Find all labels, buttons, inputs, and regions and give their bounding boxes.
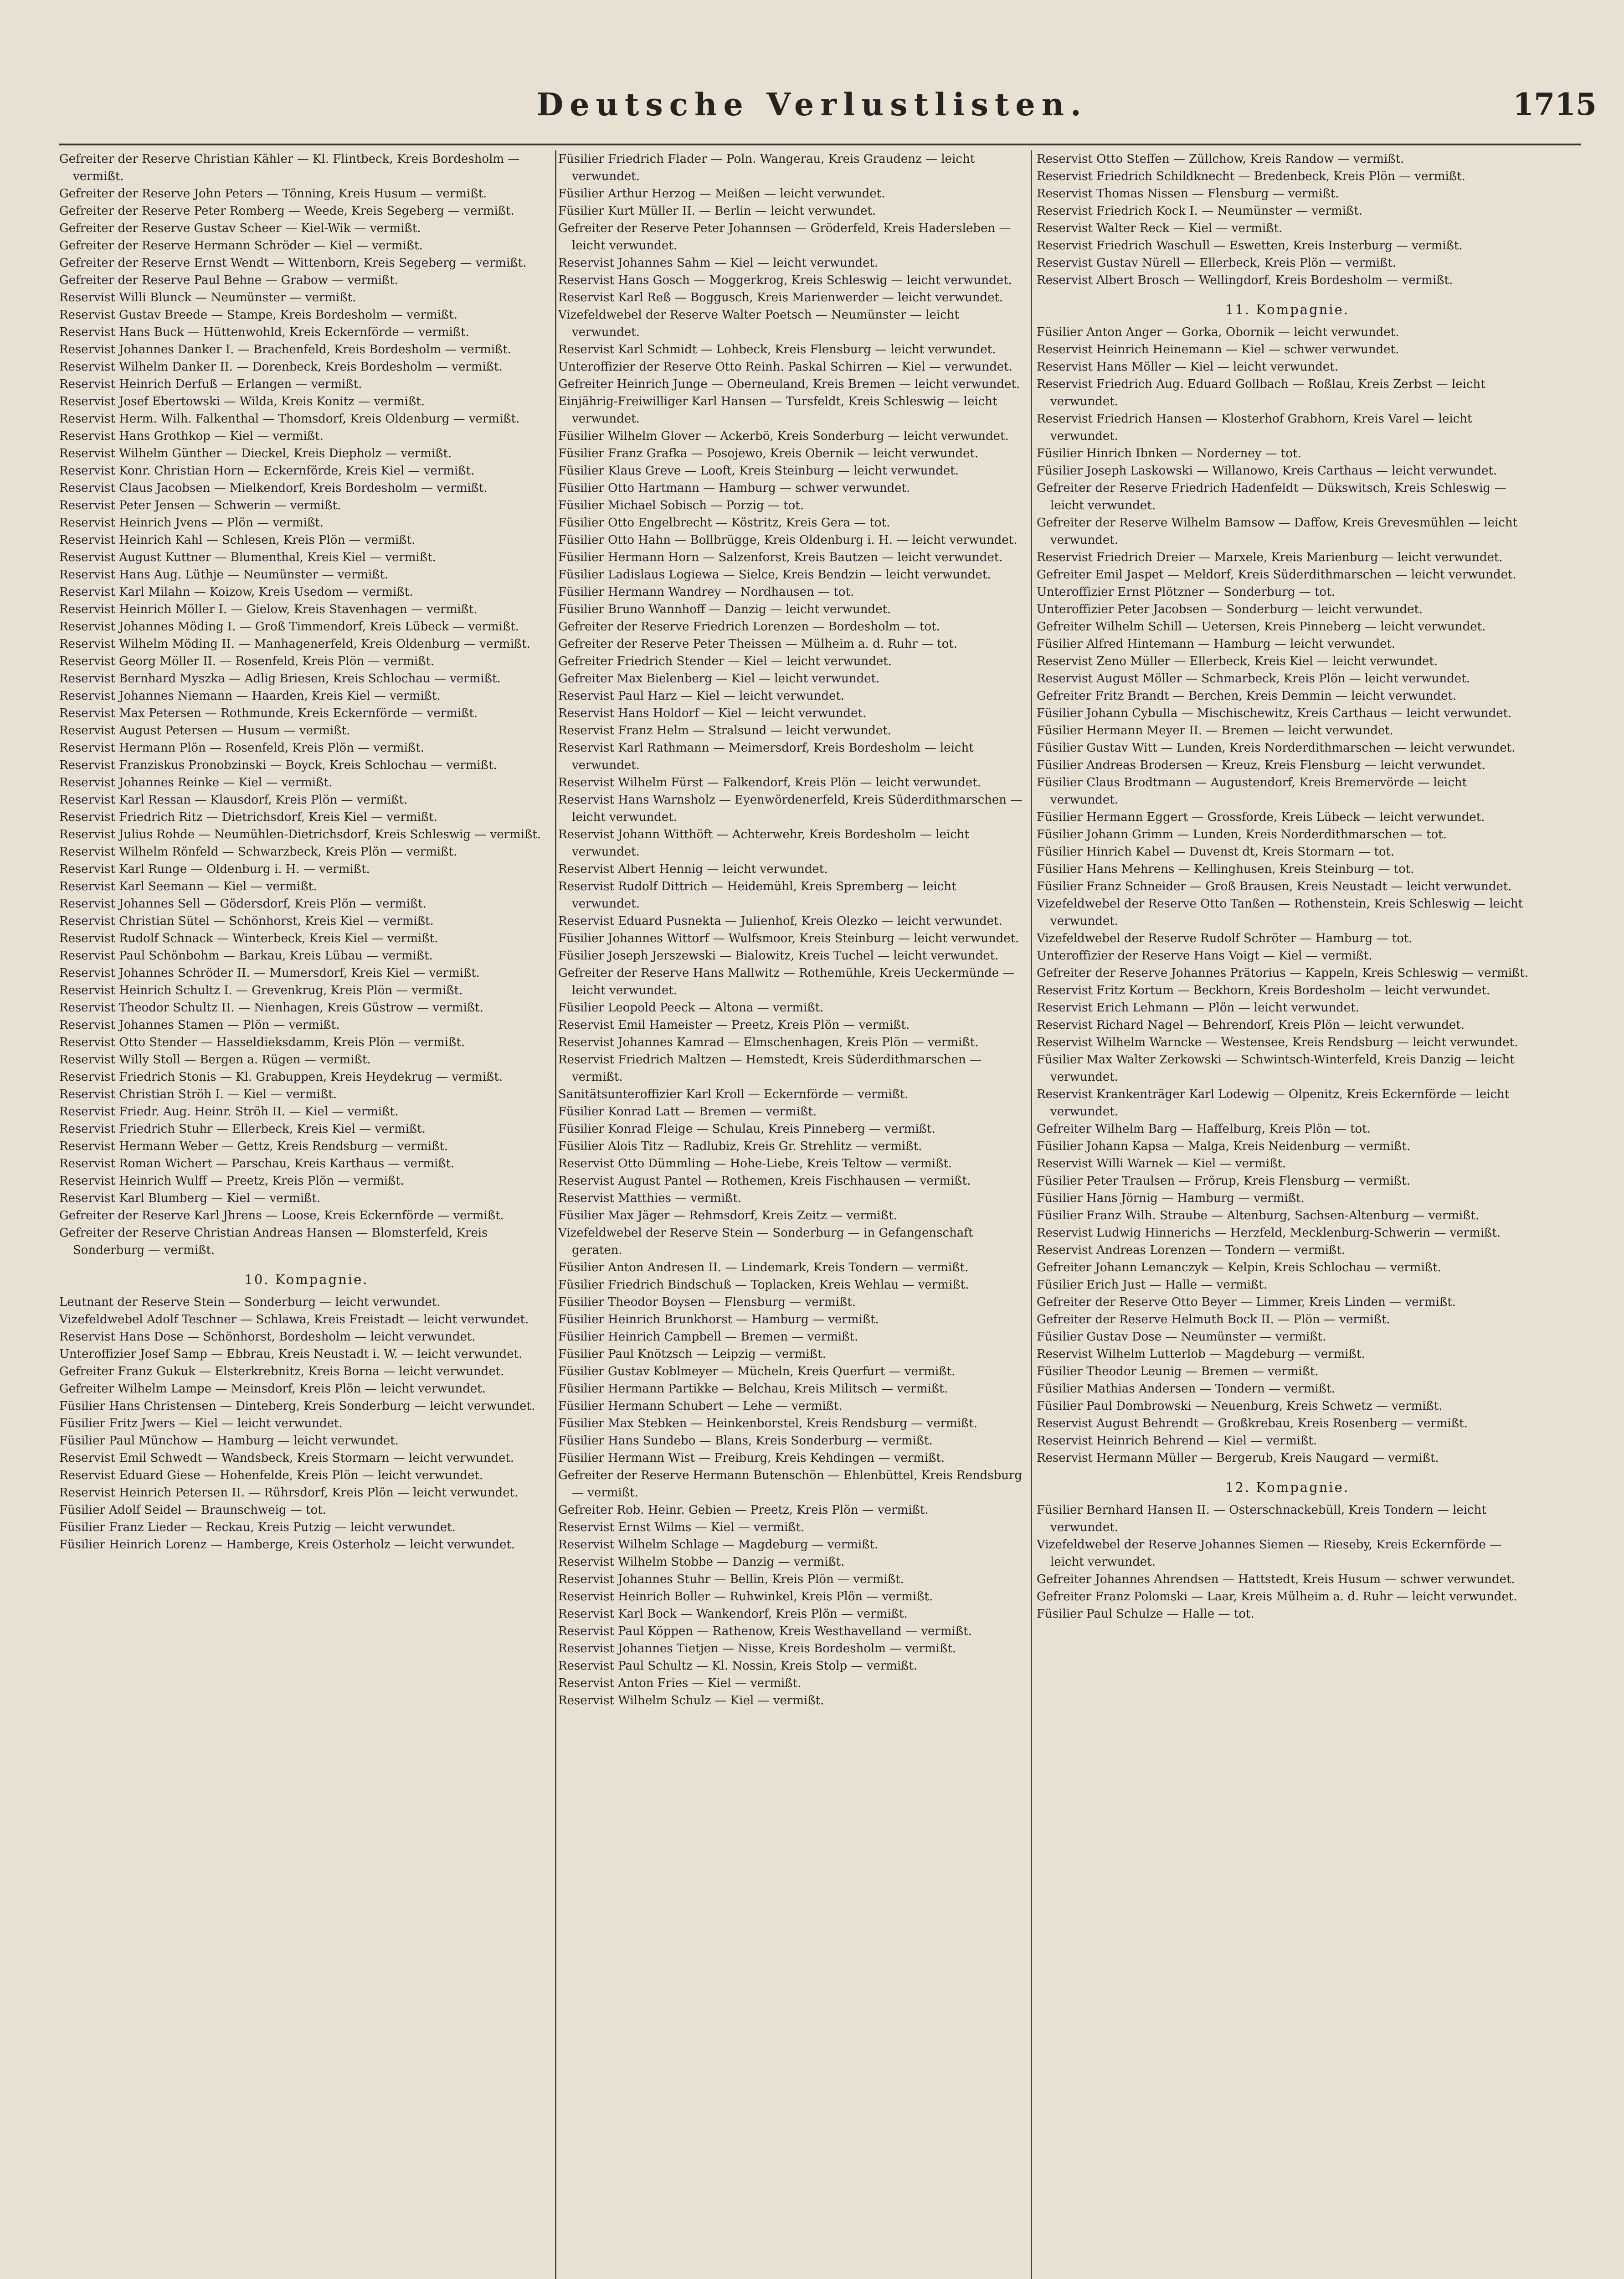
column-divider (1031, 150, 1032, 2279)
casualty-entry: Reservist Gustav Breede — Stampe, Kreis Bordesholm — vermißt. (59, 308, 457, 322)
casualty-entry: Reservist Herm. Wilh. Falkenthal — Thomsdorf, Kreis Oldenburg — vermißt. (59, 412, 520, 426)
casualty-entry: Reservist Otto Steffen — Züllchow, Kreis Randow — vermißt. (1037, 152, 1404, 166)
casualty-entry: Reservist Johannes Niemann — Haarden, Kreis Kiel — vermißt. (59, 689, 441, 703)
casualty-entry: Gefreiter Wilhelm Lampe — Meinsdorf, Kreis Plön — leicht verwundet. (59, 1382, 486, 1396)
casualty-entry: Reservist Friedrich Aug. Eduard Gollbach — Roßlau, Kreis Zerbst — leicht verwundet. (1037, 377, 1485, 408)
casualty-entry: Füsilier Hermann Wist — Freiburg, Kreis Kehdingen — vermißt. (558, 1451, 945, 1465)
casualty-entry: Reservist Paul Schönbohm — Barkau, Kreis Lübau — vermißt. (59, 949, 433, 963)
casualty-entry: Unteroffizier der Reserve Hans Voigt — Kiel — vermißt. (1037, 949, 1372, 963)
casualty-entry: Gefreiter Franz Gukuk — Elsterkrebnitz, Kreis Borna — leicht verwundet. (59, 1365, 504, 1378)
casualty-entry: Reservist Christian Sütel — Schönhorst, Kreis Kiel — vermißt. (59, 914, 434, 928)
casualty-entry: Reservist Wilhelm Fürst — Falkendorf, Kreis Plön — leicht verwundet. (558, 776, 981, 789)
casualty-entry: Gefreiter Fritz Brandt — Berchen, Kreis Demmin — leicht verwundet. (1037, 689, 1457, 703)
section-heading: 10. Kompagnie. (244, 1272, 369, 1287)
casualty-entry: Reservist Wilhelm Schulz — Kiel — vermißt. (558, 1694, 824, 1707)
casualty-entry: Reservist Thomas Nissen — Flensburg — vermißt. (1037, 187, 1339, 201)
casualty-entry: Gefreiter der Reserve Johannes Prätorius — Kappeln, Kreis Schleswig — vermißt. (1037, 966, 1529, 980)
casualty-entry: Reservist Georg Möller II. — Rosenfeld, Kreis Plön — vermißt. (59, 655, 435, 668)
casualty-entry: Gefreiter der Reserve Friedrich Hadenfeldt — Dükswitsch, Kreis Schleswig — leicht verwundet. (1037, 481, 1506, 512)
casualty-entry: Füsilier Alfred Hintemann — Hamburg — leicht verwundet. (1037, 637, 1396, 651)
casualty-entry: Reservist Roman Wichert — Parschau, Kreis Karthaus — vermißt. (59, 1157, 455, 1170)
casualty-entry: Reservist Peter Jensen — Schwerin — vermißt. (59, 499, 341, 512)
casualty-entry: Füsilier Paul Münchow — Hamburg — leicht verwundet. (59, 1434, 399, 1448)
casualty-entry: Unteroffizier Josef Samp — Ebbrau, Kreis Neustadt i. W. — leicht verwundet. (59, 1347, 523, 1361)
casualty-entry: Reservist Willi Warnek — Kiel — vermißt. (1037, 1157, 1286, 1170)
casualty-entry: Reservist Friedrich Stuhr — Ellerbeck, Kreis Kiel — vermißt. (59, 1122, 426, 1136)
casualty-entry: Füsilier Claus Brodtmann — Augustendorf, Kreis Bremervörde — leicht verwundet. (1037, 776, 1467, 807)
casualty-entry: Füsilier Hermann Wandrey — Nordhausen — tot. (558, 585, 854, 599)
casualty-entry: Füsilier Hinrich Ibnken — Norderney — tot. (1037, 447, 1301, 460)
casualty-entry: Füsilier Mathias Andersen — Tondern — vermißt. (1037, 1382, 1335, 1396)
casualty-entry: Reservist Heinrich Jvens — Plön — vermißt. (59, 516, 324, 530)
casualty-entry: Reservist Friedrich Hansen — Klosterhof Grabhorn, Kreis Varel — leicht verwundet. (1037, 412, 1472, 443)
casualty-entry: Reservist Wilhelm Schlage — Magdeburg — vermißt. (558, 1538, 879, 1552)
casualty-entry: Füsilier Andreas Brodersen — Kreuz, Kreis Flensburg — leicht verwundet. (1037, 758, 1486, 772)
casualty-entry: Vizefeldwebel der Reserve Johannes Siemen — Rieseby, Kreis Eckernförde — leicht verwundet. (1037, 1538, 1502, 1569)
casualty-entry: Reservist Friedrich Ritz — Dietrichsdorf, Kreis Kiel — vermißt. (59, 810, 437, 824)
casualty-entry: Reservist Heinrich Wulff — Preetz, Kreis Plön — vermißt. (59, 1174, 405, 1188)
casualty-entry: Reservist Heinrich Schultz I. — Grevenkrug, Kreis Plön — vermißt. (59, 984, 463, 997)
casualty-entry: Reservist Andreas Lorenzen — Tondern — vermißt. (1037, 1243, 1346, 1257)
casualty-entry: Reservist Hans Grothkop — Kiel — vermißt. (59, 429, 324, 443)
casualty-entry: Gefreiter der Reserve Peter Romberg — Weede, Kreis Segeberg — vermißt. (59, 204, 514, 218)
casualty-entry: Füsilier Hermann Partikke — Belchau, Kreis Militsch — vermißt. (558, 1382, 948, 1396)
casualty-entry: Reservist Heinrich Boller — Ruhwinkel, Kreis Plön — vermißt. (558, 1590, 933, 1604)
casualty-entry: Reservist Ernst Wilms — Kiel — vermißt. (558, 1521, 805, 1534)
casualty-entry: Füsilier Max Stebken — Heinkenborstel, Kreis Rendsburg — vermißt. (558, 1417, 978, 1430)
casualty-entry: Reservist Friedrich Maltzen — Hemstedt, Kreis Süderdithmarschen — vermißt. (558, 1053, 982, 1084)
casualty-entry: Gefreiter der Reserve John Peters — Tönning, Kreis Husum — vermißt. (59, 187, 487, 201)
section-heading: 12. Kompagnie. (1225, 1480, 1349, 1495)
casualty-entry: Füsilier Peter Traulsen — Frörup, Kreis Flensburg — vermißt. (1037, 1174, 1410, 1188)
casualty-entry: Reservist Franziskus Pronobzinski — Boyck, Kreis Schlochau — vermißt. (59, 758, 497, 772)
casualty-entry: Füsilier Michael Sobisch — Porzig — tot. (558, 499, 804, 512)
casualty-entry: Reservist Hans Aug. Lüthje — Neumünster — vermißt. (59, 568, 389, 582)
casualty-entry: Füsilier Johann Grimm — Lunden, Kreis Norderdithmarschen — tot. (1037, 828, 1447, 841)
casualty-entry: Reservist Johannes Kamrad — Elmschenhagen, Kreis Plön — vermißt. (558, 1036, 979, 1049)
casualty-entry: Unteroffizier der Reserve Otto Reinh. Paskal Schirren — Kiel — verwundet. (558, 360, 1012, 374)
casualty-entry: Füsilier Wilhelm Glover — Ackerbö, Kreis Sonderburg — leicht verwundet. (558, 429, 1009, 443)
casualty-entry: Gefreiter der Reserve Helmuth Bock II. — Plön — vermißt. (1037, 1313, 1390, 1326)
casualty-entry: Füsilier Bernhard Hansen II. — Osterschnackebüll, Kreis Tondern — leicht verwundet. (1037, 1503, 1486, 1534)
casualty-entry: Füsilier Gustav Koblmeyer — Mücheln, Kreis Querfurt — vermißt. (558, 1365, 956, 1378)
casualty-entry: Reservist Hans Gosch — Moggerkrog, Kreis Schleswig — leicht verwundet. (558, 273, 1012, 287)
casualty-entry: Füsilier Konrad Latt — Bremen — vermißt. (558, 1105, 817, 1119)
casualty-entry: Reservist Karl Schmidt — Lohbeck, Kreis Flensburg — leicht verwundet. (558, 343, 996, 356)
casualty-entry: Reservist Johannes Schröder II. — Mumersdorf, Kreis Kiel — vermißt. (59, 966, 480, 980)
casualty-entry: Füsilier Hans Jörnig — Hamburg — vermißt. (1037, 1191, 1305, 1205)
casualty-entry: Reservist Emil Schwedt — Wandsbeck, Kreis Stormarn — leicht verwundet. (59, 1451, 514, 1465)
casualty-entry: Gefreiter der Reserve Peter Johannsen — Gröderfeld, Kreis Hadersleben — leicht verwundet. (558, 222, 1011, 253)
casualty-entry: Reservist Willy Stoll — Bergen a. Rügen — vermißt. (59, 1053, 371, 1067)
casualty-entry: Reservist Max Petersen — Rothmunde, Kreis Eckernförde — vermißt. (59, 706, 478, 720)
casualty-entry: Reservist Karl Reß — Boggusch, Kreis Marienwerder — leicht verwundet. (558, 291, 1003, 304)
casualty-entry: Reservist Hermann Müller — Bergerub, Kreis Naugard — vermißt. (1037, 1451, 1439, 1465)
casualty-entry: Gefreiter Franz Polomski — Laar, Kreis Mülheim a. d. Ruhr — leicht verwundet. (1037, 1590, 1517, 1604)
casualty-entry: Gefreiter Friedrich Stender — Kiel — leicht verwundet. (558, 655, 892, 668)
casualty-entry: Reservist Walter Reck — Kiel — vermißt. (1037, 222, 1283, 235)
casualty-entry: Füsilier Joseph Laskowski — Willanowo, Kreis Carthaus — leicht verwundet. (1037, 464, 1497, 478)
casualty-entry: Füsilier Hermann Schubert — Lehe — vermißt. (558, 1399, 843, 1413)
column-2 (558, 150, 1025, 2279)
casualty-entry: Reservist Johann Witthöft — Achterwehr, Kreis Bordesholm — leicht verwundet. (558, 828, 969, 859)
casualty-entry: Füsilier Otto Engelbrecht — Köstritz, Kreis Gera — tot. (558, 516, 890, 530)
casualty-entry: Reservist Wilhelm Stobbe — Danzig — vermißt. (558, 1555, 845, 1569)
casualty-entry: Reservist Rudolf Schnack — Winterbeck, Kreis Kiel — vermißt. (59, 932, 438, 945)
casualty-entry: Reservist Eduard Pusnekta — Julienhof, Kreis Olezko — leicht verwundet. (558, 914, 1002, 928)
casualty-entry: Vizefeldwebel Adolf Teschner — Schlawa, Kreis Freistadt — leicht verwundet. (59, 1313, 529, 1326)
casualty-entry: Füsilier Hinrich Kabel — Duvenst dt, Kreis Stormarn — tot. (1037, 845, 1395, 859)
casualty-entry: Reservist Anton Fries — Kiel — vermißt. (558, 1676, 802, 1690)
casualty-entry: Reservist Karl Ressan — Klausdorf, Kreis Plön — vermißt. (59, 793, 408, 807)
casualty-entry: Reservist Johannes Tietjen — Nisse, Kreis Bordesholm — vermißt. (558, 1642, 956, 1655)
casualty-entry: Reservist Krankenträger Karl Lodewig — Olpenitz, Kreis Eckernförde — leicht verwundet. (1037, 1088, 1510, 1119)
casualty-entry: Reservist Wilhelm Möding II. — Manhagenerfeld, Kreis Oldenburg — vermißt. (59, 637, 530, 651)
casualty-entry: Reservist Heinrich Behrend — Kiel — vermißt. (1037, 1434, 1317, 1448)
casualty-entry: Füsilier Johann Cybulla — Mischischewitz, Kreis Carthaus — leicht verwundet. (1037, 706, 1512, 720)
casualty-entry: Vizefeldwebel der Reserve Rudolf Schröter — Hamburg — tot. (1037, 932, 1413, 945)
casualty-entry: Gefreiter der Reserve Christian Andreas Hansen — Blomsterfeld, Kreis Sonderburg — vermißt. (59, 1226, 488, 1257)
casualty-entry: Füsilier Konrad Fleige — Schulau, Kreis Pinneberg — vermißt. (558, 1122, 935, 1136)
casualty-entry: Reservist Hans Buck — Hüttenwohld, Kreis Eckernförde — vermißt. (59, 325, 469, 339)
casualty-entry: Reservist Hermann Plön — Rosenfeld, Kreis Plön — vermißt. (59, 741, 424, 755)
casualty-entry: Gefreiter der Reserve Christian Kähler — Kl. Flintbeck, Kreis Bordesholm — vermißt. (59, 152, 520, 183)
casualty-entry: Reservist Franz Helm — Stralsund — leicht verwundet. (558, 724, 891, 737)
casualty-entry: Reservist Heinrich Derfuß — Erlangen — vermißt. (59, 377, 362, 391)
casualty-entry: Sanitätsunteroffizier Karl Kroll — Eckernförde — vermißt. (558, 1088, 909, 1101)
casualty-entry: Reservist Paul Schultz — Kl. Nossin, Kreis Stolp — vermißt. (558, 1659, 918, 1673)
casualty-entry: Reservist Friedr. Aug. Heinr. Ströh II. — Kiel — vermißt. (59, 1105, 399, 1119)
casualty-entry: Füsilier Friedrich Flader — Poln. Wangerau, Kreis Graudenz — leicht verwundet. (558, 152, 975, 183)
casualty-entry: Füsilier Fritz Jwers — Kiel — leicht verwundet. (59, 1417, 343, 1430)
casualty-entry: Reservist Hans Holdorf — Kiel — leicht verwundet. (558, 706, 867, 720)
header-rule (59, 144, 1581, 145)
casualty-entry: Füsilier Paul Schulze — Halle — tot. (1037, 1607, 1254, 1621)
casualty-entry: Reservist Fritz Kortum — Beckhorn, Kreis Bordesholm — leicht verwundet. (1037, 984, 1490, 997)
column-3 (1037, 150, 1538, 2279)
casualty-entry: Füsilier Hans Sundebo — Blans, Kreis Sonderburg — vermißt. (558, 1434, 933, 1448)
casualty-entry: Füsilier Leopold Peeck — Altona — vermißt. (558, 1001, 824, 1015)
casualty-entry: Gefreiter der Reserve Friedrich Lorenzen — Bordesholm — tot. (558, 620, 940, 634)
casualty-entry: Reservist Erich Lehmann — Plön — leicht verwundet. (1037, 1001, 1359, 1015)
casualty-entry: Gefreiter der Reserve Hermann Butenschön — Ehlenbüttel, Kreis Rendsburg — vermißt. (558, 1469, 1023, 1500)
casualty-entry: Reservist Johannes Stamen — Plön — vermißt. (59, 1018, 340, 1032)
casualty-entry: Reservist Friedrich Schildknecht — Bredenbeck, Kreis Plön — vermißt. (1037, 170, 1465, 183)
casualty-entry: Füsilier Paul Dombrowski — Neuenburg, Kreis Schwetz — vermißt. (1037, 1399, 1443, 1413)
casualty-entry: Reservist Johannes Reinke — Kiel — vermißt. (59, 776, 333, 789)
casualty-entry: Unteroffizier Ernst Plötzner — Sonderburg — tot. (1037, 585, 1335, 599)
casualty-entry: Füsilier Heinrich Campbell — Bremen — vermißt. (558, 1330, 858, 1344)
casualty-entry: Reservist Julius Rohde — Neumühlen-Dietrichsdorf, Kreis Schleswig — vermißt. (59, 828, 541, 841)
casualty-entry: Vizefeldwebel der Reserve Otto Tanßen — Rothenstein, Kreis Schleswig — leicht verwundet. (1037, 897, 1523, 928)
casualty-entry: Füsilier Hans Mehrens — Kellinghusen, Kreis Steinburg — tot. (1037, 862, 1414, 876)
casualty-entry: Reservist Johannes Möding I. — Groß Timmendorf, Kreis Lübeck — vermißt. (59, 620, 519, 634)
casualty-entry: Reservist Albert Hennig — leicht verwundet. (558, 862, 828, 876)
casualty-entry: Reservist Friedrich Dreier — Marxele, Kreis Marienburg — leicht verwundet. (1037, 551, 1503, 564)
column-divider (555, 150, 556, 2279)
casualty-entry: Reservist Bernhard Myszka — Adlig Briesen, Kreis Schlochau — vermißt. (59, 672, 501, 686)
casualty-entry: Reservist Richard Nagel — Behrendorf, Kreis Plön — leicht verwundet. (1037, 1018, 1465, 1032)
casualty-entry: Reservist Konr. Christian Horn — Eckernförde, Kreis Kiel — vermißt. (59, 464, 475, 478)
casualty-entry: Reservist Wilhelm Danker II. — Dorenbeck, Kreis Bordesholm — vermißt. (59, 360, 503, 374)
casualty-entry: Reservist Karl Rathmann — Meimersdorf, Kreis Bordesholm — leicht verwundet. (558, 741, 974, 772)
casualty-entry: Gefreiter der Reserve Peter Theissen — Mülheim a. d. Ruhr — tot. (558, 637, 958, 651)
casualty-entry: Gefreiter der Reserve Gustav Scheer — Kiel-Wik — vermißt. (59, 222, 421, 235)
casualty-entry: Reservist Friedrich Stonis — Kl. Grabuppen, Kreis Heydekrug — vermißt. (59, 1070, 503, 1084)
casualty-entry: Reservist Christian Ströh I. — Kiel — vermißt. (59, 1088, 337, 1101)
casualty-entry: Füsilier Otto Hahn — Bollbrügge, Kreis Oldenburg i. H. — leicht verwundet. (558, 533, 1018, 547)
casualty-entry: Gefreiter Wilhelm Barg — Haffelburg, Kreis Plön — tot. (1037, 1122, 1371, 1136)
casualty-entry: Reservist August Kuttner — Blumenthal, Kreis Kiel — vermißt. (59, 551, 436, 564)
casualty-entry: Gefreiter der Reserve Wilhelm Bamsow — Daffow, Kreis Grevesmühlen — leicht verwundet. (1037, 516, 1518, 547)
casualty-entry: Reservist Karl Bock — Wankendorf, Kreis Plön — vermißt. (558, 1607, 908, 1621)
casualty-entry: Reservist Albert Brosch — Wellingdorf, Kreis Bordesholm — vermißt. (1037, 273, 1453, 287)
casualty-entry: Füsilier Gustav Witt — Lunden, Kreis Norderdithmarschen — leicht verwundet. (1037, 741, 1516, 755)
casualty-entry: Reservist Theodor Schultz II. — Nienhagen, Kreis Güstrow — vermißt. (59, 1001, 483, 1015)
casualty-entry: Reservist Karl Seemann — Kiel — vermißt. (59, 880, 317, 893)
casualty-entry: Reservist August Pantel — Rothemen, Kreis Fischhausen — vermißt. (558, 1174, 971, 1188)
casualty-entry: Reservist Paul Harz — Kiel — leicht verwundet. (558, 689, 845, 703)
casualty-entry: Reservist Ludwig Hinnerichs — Herzfeld, Mecklenburg-Schwerin — vermißt. (1037, 1226, 1501, 1240)
casualty-entry: Reservist Friedrich Kock I. — Neumünster — vermißt. (1037, 204, 1363, 218)
casualty-entry: Vizefeldwebel der Reserve Walter Poetsch — Neumünster — leicht verwundet. (558, 308, 959, 339)
casualty-entry: Reservist Otto Dümmling — Hohe-Liebe, Kreis Teltow — vermißt. (558, 1157, 952, 1170)
casualty-entry: Gefreiter der Reserve Hans Mallwitz — Rothemühle, Kreis Ueckermünde — leicht verwundet. (558, 966, 1015, 997)
casualty-entry: Reservist Heinrich Möller I. — Gielow, Kreis Stavenhagen — vermißt. (59, 603, 478, 616)
casualty-entry: Füsilier Johann Kapsa — Malga, Kreis Neidenburg — vermißt. (1037, 1140, 1411, 1153)
casualty-entry: Gefreiter Johann Lemanczyk — Kelpin, Kreis Schlochau — vermißt. (1037, 1261, 1441, 1274)
casualty-entry: Füsilier Franz Grafka — Posojewo, Kreis Obernik — leicht verwundet. (558, 447, 979, 460)
section-heading: 11. Kompagnie. (1225, 302, 1349, 317)
casualty-entry: Füsilier Klaus Greve — Looft, Kreis Steinburg — leicht verwundet. (558, 464, 959, 478)
casualty-entry: Reservist Heinrich Petersen II. — Rührsdorf, Kreis Plön — leicht verwundet. (59, 1486, 519, 1500)
casualty-entry: Reservist Wilhelm Warncke — Westensee, Kreis Rendsburg — leicht verwundet. (1037, 1036, 1518, 1049)
casualty-entry: Füsilier Alois Titz — Radlubiz, Kreis Gr. Strehlitz — vermißt. (558, 1140, 922, 1153)
casualty-entry: Gefreiter der Reserve Karl Jhrens — Loose, Kreis Eckernförde — vermißt. (59, 1209, 504, 1222)
casualty-entry: Gefreiter der Reserve Otto Beyer — Limmer, Kreis Linden — vermißt. (1037, 1295, 1456, 1309)
casualty-entry: Reservist Friedrich Waschull — Eswetten, Kreis Insterburg — vermißt. (1037, 239, 1463, 253)
page-title: Deutsche Verlustlisten. (536, 87, 1088, 123)
casualty-entry: Reservist Heinrich Kahl — Schlesen, Kreis Plön — vermißt. (59, 533, 416, 547)
casualty-entry: Reservist Hans Möller — Kiel — leicht verwundet. (1037, 360, 1338, 374)
casualty-entry: Reservist August Behrendt — Großkrebau, Kreis Rosenberg — vermißt. (1037, 1417, 1468, 1430)
casualty-entry: Reservist Gustav Nürell — Ellerbeck, Kreis Plön — vermißt. (1037, 256, 1397, 270)
casualty-entry: Füsilier Hermann Meyer II. — Bremen — leicht verwundet. (1037, 724, 1393, 737)
casualty-entry: Gefreiter der Reserve Hermann Schröder — Kiel — vermißt. (59, 239, 423, 253)
casualty-entry: Füsilier Anton Andresen II. — Lindemark, Kreis Tondern — vermißt. (558, 1261, 969, 1274)
casualty-entry: Reservist Wilhelm Rönfeld — Schwarzbeck, Kreis Plön — vermißt. (59, 845, 457, 859)
casualty-entry: Füsilier Paul Knötzsch — Leipzig — vermißt. (558, 1347, 826, 1361)
casualty-entry: Füsilier Otto Hartmann — Hamburg — schwer verwundet. (558, 481, 910, 495)
casualty-entry: Reservist Eduard Giese — Hohenfelde, Kreis Plön — leicht verwundet. (59, 1469, 483, 1482)
casualty-entry: Füsilier Erich Just — Halle — vermißt. (1037, 1278, 1268, 1292)
casualty-entry: Füsilier Hermann Eggert — Grossforde, Kreis Lübeck — leicht verwundet. (1037, 810, 1485, 824)
casualty-entry: Füsilier Hans Christensen — Dinteberg, Kreis Sonderburg — leicht verwundet. (59, 1399, 535, 1413)
casualty-entry: Reservist Johannes Danker I. — Brachenfeld, Kreis Bordesholm — vermißt. (59, 343, 512, 356)
casualty-entry: Reservist Johannes Stuhr — Bellin, Kreis Plön — vermißt. (558, 1573, 904, 1586)
casualty-entry: Unteroffizier Peter Jacobsen — Sonderburg — leicht verwundet. (1037, 603, 1423, 616)
casualty-entry: Reservist Otto Stender — Hasseldieksdamm, Kreis Plön — vermißt. (59, 1036, 465, 1049)
casualty-entry: Füsilier Max Jäger — Rehmsdorf, Kreis Zeitz — vermißt. (558, 1209, 897, 1222)
casualty-entry: Füsilier Max Walter Zerkowski — Schwintsch-Winterfeld, Kreis Danzig — leicht verwundet. (1037, 1053, 1515, 1084)
casualty-entry: Füsilier Arthur Herzog — Meißen — leicht verwundet. (558, 187, 885, 201)
casualty-entry: Reservist Paul Köppen — Rathenow, Kreis Westhavelland — vermißt. (558, 1624, 972, 1638)
casualty-entry: Gefreiter Wilhelm Schill — Uetersen, Kreis Pinneberg — leicht verwundet. (1037, 620, 1486, 634)
casualty-entry: Füsilier Friedrich Bindschuß — Toplacken, Kreis Wehlau — vermißt. (558, 1278, 969, 1292)
casualty-entry: Leutnant der Reserve Stein — Sonderburg — leicht verwundet. (59, 1295, 441, 1309)
casualty-entry: Reservist Hans Dose — Schönhorst, Bordesholm — leicht verwundet. (59, 1330, 476, 1344)
casualty-entry: Füsilier Heinrich Brunkhorst — Hamburg — vermißt. (558, 1313, 879, 1326)
page-number: 1715 (1513, 87, 1597, 122)
casualty-entry: Füsilier Heinrich Lorenz — Hamberge, Kreis Osterholz — leicht verwundet. (59, 1538, 515, 1552)
casualty-entry: Reservist Wilhelm Günther — Dieckel, Kreis Diepholz — vermißt. (59, 447, 452, 460)
casualty-entry: Füsilier Anton Anger — Gorka, Obornik — leicht verwundet. (1037, 325, 1399, 339)
casualty-entry: Reservist Karl Runge — Oldenburg i. H. — vermißt. (59, 862, 370, 876)
casualty-entry: Gefreiter Rob. Heinr. Gebien — Preetz, Kreis Plön — vermißt. (558, 1503, 929, 1517)
casualty-entry: Füsilier Bruno Wannhoff — Danzig — leicht verwundet. (558, 603, 891, 616)
casualty-entry: Reservist Claus Jacobsen — Mielkendorf, Kreis Bordesholm — vermißt. (59, 481, 488, 495)
casualty-entry: Reservist Hans Warnsholz — Eyenwördenerfeld, Kreis Süderdithmarschen — leicht verwundet. (558, 793, 1023, 824)
page-header (0, 0, 1624, 150)
casualty-entry: Reservist Johannes Sahm — Kiel — leicht verwundet. (558, 256, 879, 270)
casualty-entry: Reservist Rudolf Dittrich — Heidemühl, Kreis Spremberg — leicht verwundet. (558, 880, 956, 911)
casualty-entry: Reservist Johannes Sell — Gödersdorf, Kreis Plön — vermißt. (59, 897, 427, 911)
casualty-entry: Gefreiter Emil Jaspet — Meldorf, Kreis Süderdithmarschen — leicht verwundet. (1037, 568, 1516, 582)
casualty-entry: Einjährig-Freiwilliger Karl Hansen — Tursfeldt, Kreis Schleswig — leicht verwundet. (558, 395, 997, 426)
casualty-entry: Reservist August Möller — Schmarbeck, Kreis Plön — leicht verwundet. (1037, 672, 1470, 686)
casualty-entry: Füsilier Franz Lieder — Reckau, Kreis Putzig — leicht verwundet. (59, 1521, 456, 1534)
casualty-entry: Füsilier Franz Schneider — Groß Brausen, Kreis Neustadt — leicht verwundet. (1037, 880, 1512, 893)
casualty-entry: Füsilier Franz Wilh. Straube — Altenburg, Sachsen-Altenburg — vermißt. (1037, 1209, 1480, 1222)
casualty-entry: Reservist Matthies — vermißt. (558, 1191, 742, 1205)
casualty-entry: Reservist Hermann Weber — Gettz, Kreis Rendsburg — vermißt. (59, 1140, 448, 1153)
casualty-entry: Reservist Josef Ebertowski — Wilda, Kreis Konitz — vermißt. (59, 395, 425, 408)
casualty-entry: Füsilier Joseph Jerszewski — Bialowitz, Kreis Tuchel — leicht verwundet. (558, 949, 999, 963)
casualty-entry: Vizefeldwebel der Reserve Stein — Sonderburg — in Gefangenschaft geraten. (558, 1226, 973, 1257)
casualty-entry: Reservist Karl Blumberg — Kiel — vermißt. (59, 1191, 321, 1205)
casualty-entry: Füsilier Gustav Dose — Neumünster — vermißt. (1037, 1330, 1326, 1344)
casualty-entry: Reservist August Petersen — Husum — vermißt. (59, 724, 350, 737)
casualty-entry: Füsilier Kurt Müller II. — Berlin — leicht verwundet. (558, 204, 876, 218)
casualty-entry: Reservist Emil Hameister — Preetz, Kreis Plön — vermißt. (558, 1018, 910, 1032)
casualty-entry: Reservist Zeno Müller — Ellerbeck, Kreis Kiel — leicht verwundet. (1037, 655, 1438, 668)
casualty-entry: Füsilier Johannes Wittorf — Wulfsmoor, Kreis Steinburg — leicht verwundet. (558, 932, 1019, 945)
casualty-entry: Gefreiter Max Bielenberg — Kiel — leicht verwundet. (558, 672, 880, 686)
casualty-entry: Füsilier Ladislaus Logiewa — Sielce, Kreis Bendzin — leicht verwundet. (558, 568, 991, 582)
casualty-entry: Füsilier Hermann Horn — Salzenforst, Kreis Bautzen — leicht verwundet. (558, 551, 1003, 564)
casualty-entry: Füsilier Theodor Boysen — Flensburg — vermißt. (558, 1295, 856, 1309)
casualty-entry: Füsilier Adolf Seidel — Braunschweig — tot. (59, 1503, 326, 1517)
casualty-entry: Reservist Wilhelm Lutterlob — Magdeburg — vermißt. (1037, 1347, 1365, 1361)
casualty-entry: Gefreiter der Reserve Ernst Wendt — Wittenborn, Kreis Segeberg — vermißt. (59, 256, 527, 270)
casualty-entry: Füsilier Theodor Leunig — Bremen — vermißt. (1037, 1365, 1319, 1378)
casualty-entry: Gefreiter Johannes Ahrendsen — Hattstedt, Kreis Husum — schwer verwundet. (1037, 1573, 1515, 1586)
casualty-entry: Gefreiter der Reserve Paul Behne — Grabow — vermißt. (59, 273, 399, 287)
casualty-entry: Reservist Karl Milahn — Koizow, Kreis Usedom — vermißt. (59, 585, 413, 599)
casualty-entry: Gefreiter Heinrich Junge — Oberneuland, Kreis Bremen — leicht verwundet. (558, 377, 1020, 391)
casualty-entry: Reservist Willi Blunck — Neumünster — vermißt. (59, 291, 356, 304)
column-1 (59, 150, 554, 2279)
casualty-entry: Reservist Heinrich Heinemann — Kiel — schwer verwundet. (1037, 343, 1399, 356)
